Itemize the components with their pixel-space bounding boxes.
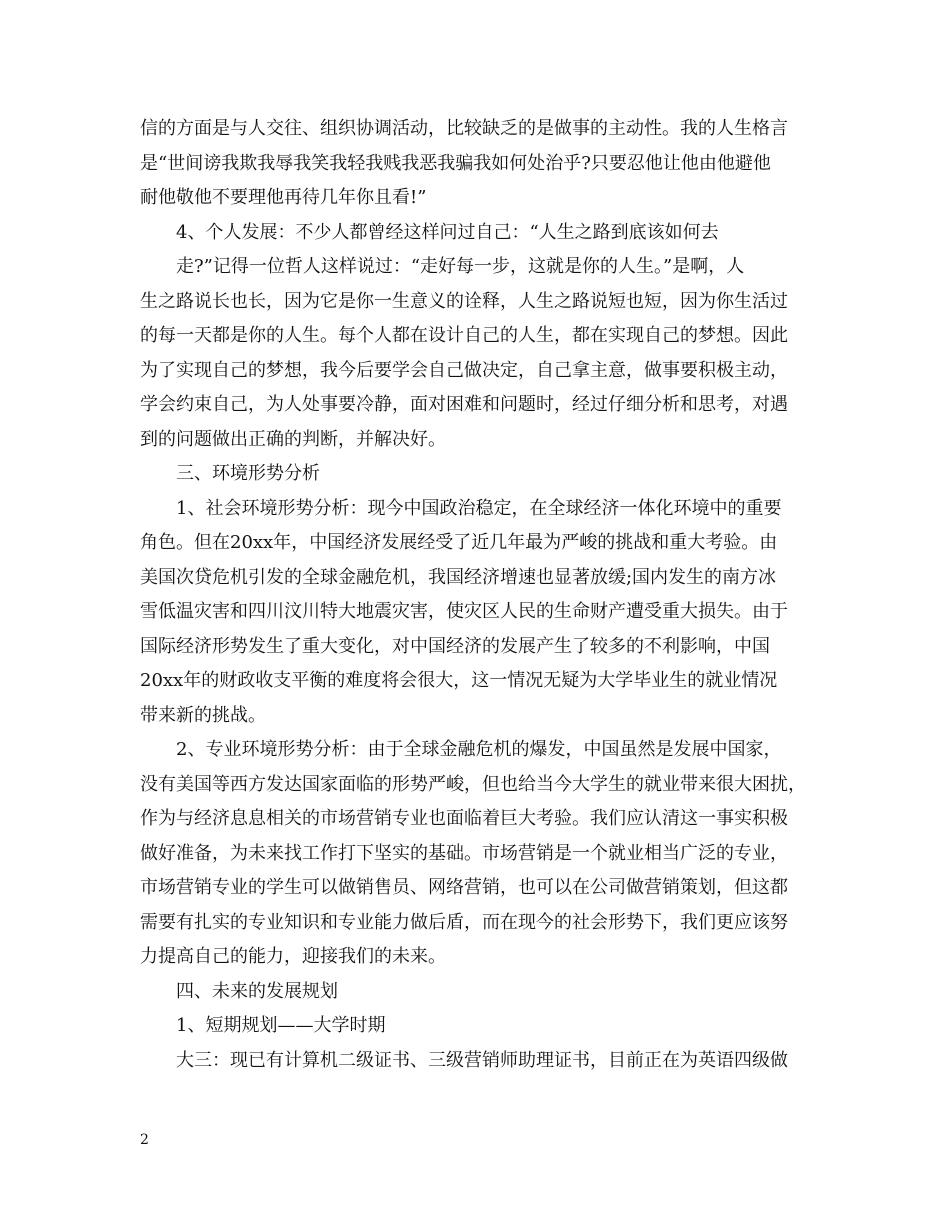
text-line: 市场营销专业的学生可以做销售员、网络营销，也可以在公司做营销策划，但这都 [140,877,788,898]
text-line: 作为与经济息息相关的市场营销专业也面临着巨大考验。我们应认清这一事实积极 [140,808,788,829]
paragraph-heading-personal-development: 4、个人发展：不少人都曾经这样问过自己：“人生之路到底该如何去 [176,221,719,243]
text-line: 力提高自己的能力，迎接我们的未来。 [140,946,446,967]
text-line: 美国次贷危机引发的全球金融危机，我国经济增速也显著放缓;国内发生的南方冰 [140,566,777,588]
text-line: 国际经济形势发生了重大变化，对中国经济的发展产生了较多的不利影响，中国 [140,635,770,657]
section-heading-environment-analysis: 三、环境形势分析 [176,463,320,484]
body-text [140,112,840,1078]
text-line: 信的方面是与人交往、组织协调活动，比较缺乏的是做事的主动性。我的人生格言 [140,118,788,139]
section-heading-future-plan: 四、未来的发展规划 [176,980,338,1002]
page-number: 2 [140,1132,149,1148]
text-line: 耐他敬他不要理他再待几年你且看!” [140,187,427,208]
paragraph-heading-short-term-plan: 1、短期规划——大学时期 [176,1015,386,1036]
text-line: 生之路说长也长，因为它是你一生意义的诠释，人生之路说短也短，因为你生活过 [140,290,788,312]
text-line: 20xx年的财政收支平衡的难度将会很大，这一情况无疑为大学毕业生的就业情况 [140,670,778,691]
text-line: 需要有扎实的专业知识和专业能力做后盾，而在现今的社会形势下，我们更应该努 [140,911,788,933]
text-line: 走?”记得一位哲人这样说过：“走好每一步，这就是你的人生。”是啊，人 [176,256,745,277]
paragraph-heading-professional-environment: 2、专业环境形势分析：由于全球金融危机的爆发，中国虽然是发展中国家， [176,739,782,760]
text-line: 雪低温灾害和四川汶川特大地震灾害，使灾区人民的生命财产遭受重大损失。由于 [140,601,788,622]
text-line: 是“世间谤我欺我辱我笑我轻我贱我恶我骗我如何处治乎?只要忍他让他由他避他 [140,152,771,174]
text-line: 的每一天都是你的人生。每个人都在设计自己的人生，都在实现自己的梦想。因此 [140,325,788,346]
text-line: 角色。但在20xx年，中国经济发展经受了近几年最为严峻的挑战和重大考验。由 [140,532,778,553]
text-line: 大三：现已有计算机二级证书、三级营销师助理证书，目前正在为英语四级做 [176,1049,788,1071]
text-line: 带来新的挑战。 [140,704,266,726]
text-line: 为了实现自己的梦想，我今后要学会自己做决定，自己拿主意，做事要积极主动， [140,359,788,381]
text-line: 做好准备，为未来找工作打下坚实的基础。市场营销是一个就业相当广泛的专业， [140,842,788,864]
text-line: 到的问题做出正确的判断，并解决好。 [140,428,446,450]
paragraph-heading-social-environment: 1、社会环境形势分析：现今中国政治稳定，在全球经济一体化环境中的重要 [176,497,782,519]
text-line: 没有美国等西方发达国家面临的形势严峻，但也给当今大学生的就业带来很大困扰， [140,773,806,795]
text-line: 学会约束自己，为人处事要冷静，面对困难和问题时，经过仔细分析和思考，对遇 [140,394,788,415]
